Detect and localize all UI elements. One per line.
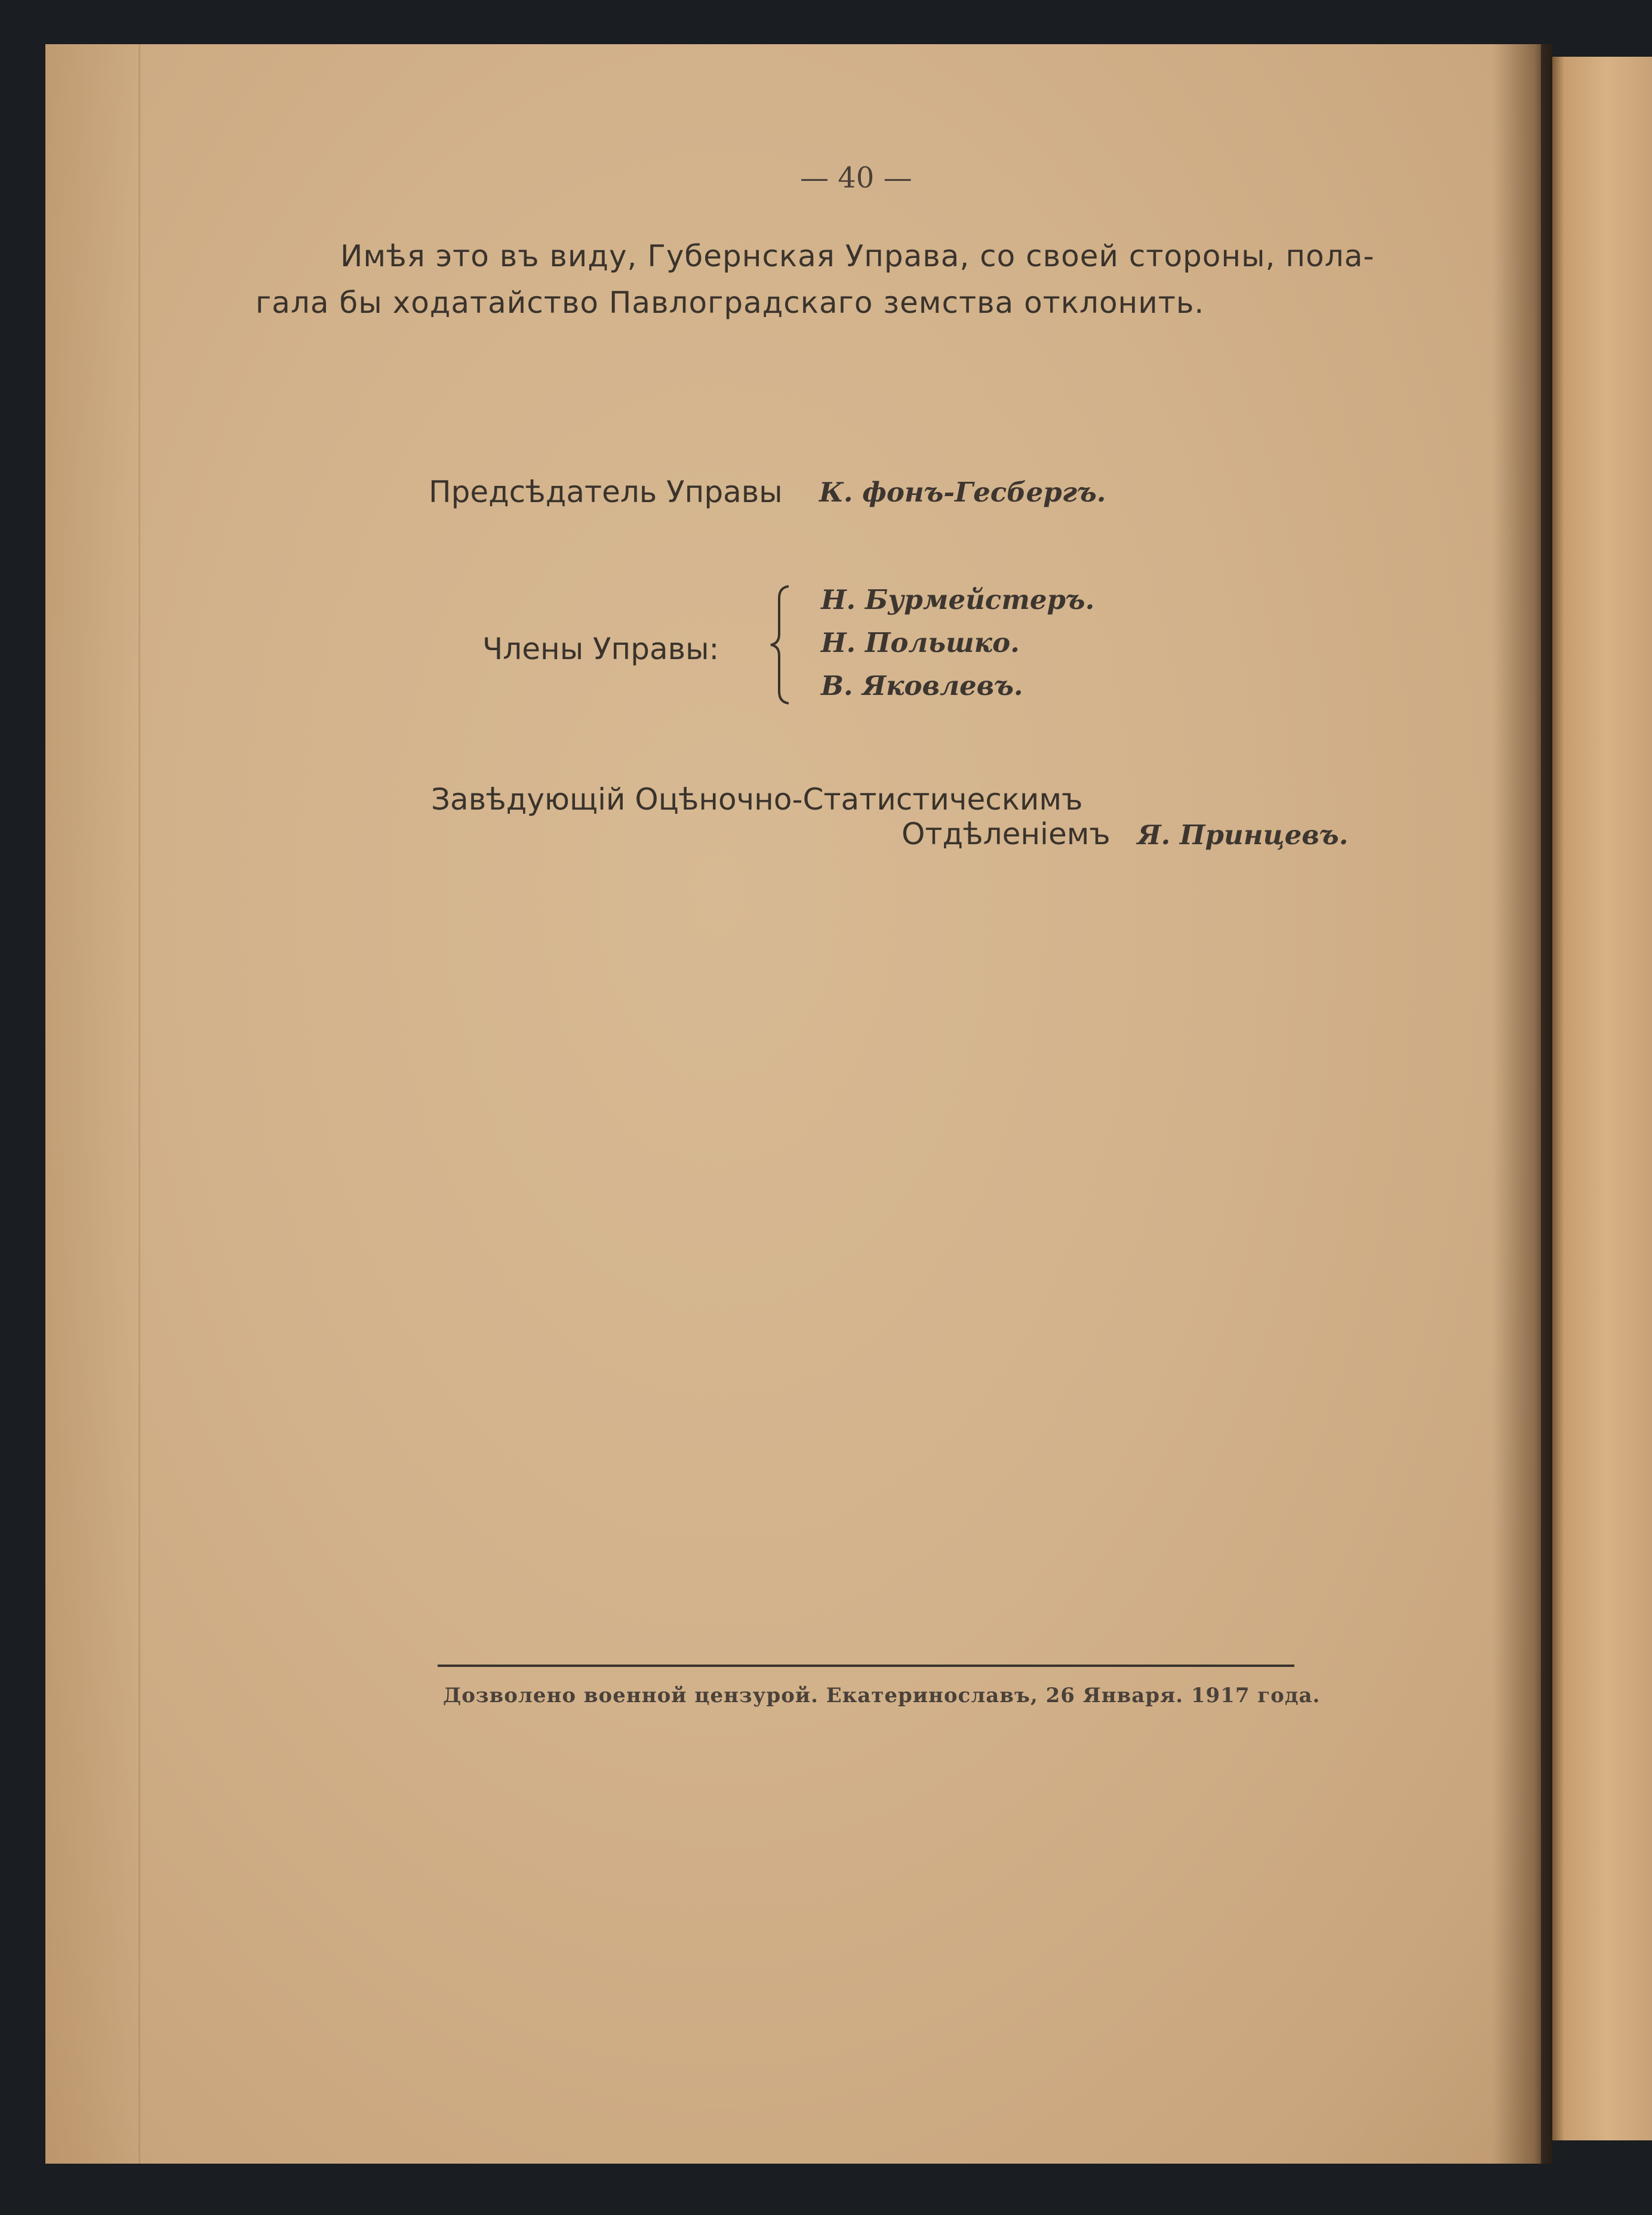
page-number: — 40 — <box>800 161 912 195</box>
member-name-1: Н. Бурмейстеръ. <box>821 584 1095 616</box>
department-head-title-line-2: Отдѣленіемъ <box>902 817 1110 851</box>
binding-gutter-shadow <box>1493 44 1552 2164</box>
adjacent-page-edge <box>1552 57 1652 2140</box>
curly-brace-icon <box>767 585 791 705</box>
department-head-signature-name: Я. Принцевъ. <box>1137 819 1349 851</box>
member-name-3: В. Яковлевъ. <box>821 670 1023 702</box>
paragraph-line-1: Имѣя это въ виду, Губернская Управа, со своей стороны, пола- <box>340 239 1375 273</box>
censorship-approval-note: Дозволено военной цензурой. Екатеринославъ, 26 Января. 1917 года. <box>443 1684 1321 1708</box>
paragraph-line-2: гала бы ходатайство Павлоградскаго земства отклонить. <box>256 285 1205 320</box>
department-head-title-line-1: Завѣдующій Оцѣночно-Статистическимъ <box>431 782 1083 817</box>
page-left-edge-shading <box>45 44 147 2164</box>
book-page <box>45 44 1541 2164</box>
chairman-label: Предсѣдатель Управы <box>429 475 783 509</box>
members-label: Члены Управы: <box>482 632 719 666</box>
chairman-signature-name: К. фонъ-Гесбергъ. <box>819 476 1106 508</box>
page-fold-line <box>139 44 140 2164</box>
member-name-2: Н. Польшко. <box>821 627 1020 659</box>
footer-divider <box>438 1665 1294 1667</box>
